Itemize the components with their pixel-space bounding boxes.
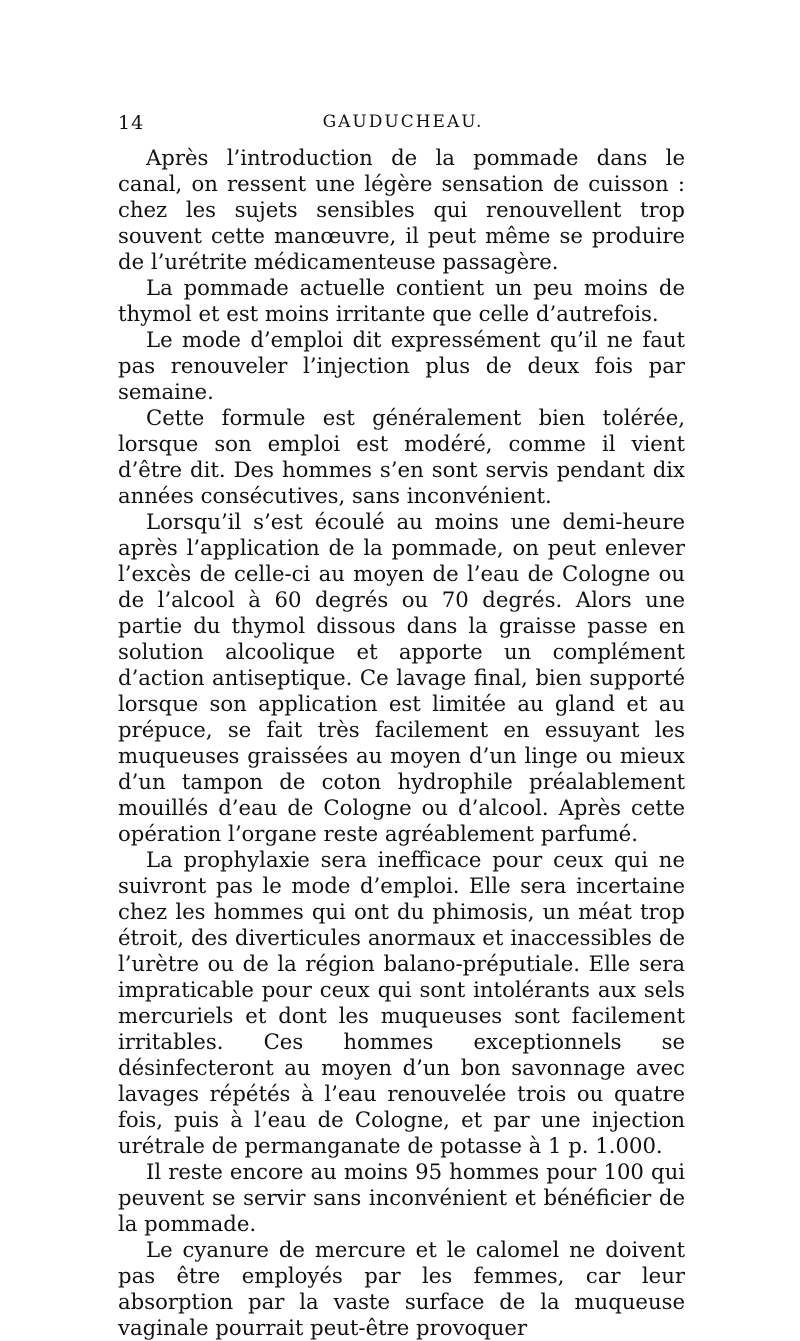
paragraph-pommade-sensation: Après l’introduction de la pommade dans le canal, on ressent une légère sensation de cuisson : chez les sujets sensibles qui renouvellent trop souvent cette manœuvre, il peut même se produire de l’urétrite médicamenteuse passagère. <box>118 145 685 274</box>
paragraph-usage-instructions: Le mode d’emploi dit expressément qu’il ne faut pas renouveler l’injection plus de deux fois par semaine. <box>118 327 685 404</box>
running-title: GAUDUCHEAU. <box>322 112 484 132</box>
paragraph-tolerance: Cette formule est généralement bien tolérée, lorsque son emploi est modéré, comme il vient d’être dit. Des hommes s’en sont servis pendant dix années consécutives, sans inconvénient. <box>118 405 685 508</box>
paragraph-cleaning-procedure: Lorsqu’il s’est écoulé au moins une demi-heure après l’application de la pommade, on peut enlever l’excès de celle-ci au moyen de l’eau de Cologne ou de l’alcool à 60 degrés ou 70 degrés. Alors une partie du thymol dissous dans la graisse passe en solution alcoolique et apporte un complément d’action antiseptique. Ce lavage final, bien supporté lorsque son application est limitée au gland et au prépuce, se fait très facilement en essuyant les muqueuses graissées au moyen d’un linge ou mieux d’un tampon de coton hydrophile préalablement mouillés d’eau de Cologne ou d’alcool. Après cette opération l’organe reste agréablement parfumé. <box>118 509 685 846</box>
body-text <box>118 145 685 1341</box>
page-number: 14 <box>118 112 145 134</box>
page-header <box>118 112 688 142</box>
paragraph-women-warning: Le cyanure de mercure et le calomel ne doivent pas être employés par les femmes, car leur absorption par la vaste surface de la muqueuse vaginale pourrait peut-être provoquer <box>118 1237 685 1340</box>
paragraph-prophylaxis-limitations: La prophylaxie sera inefficace pour ceux qui ne suivront pas le mode d’emploi. Elle sera incertaine chez les hommes qui ont du phimosis, un méat trop étroit, des diverticules anormaux et inaccessibles de l’urètre ou de la région balano-préputiale. Elle sera impraticable pour ceux qui sont intolérants aux sels mercuriels et dont les muqueuses sont facilement irritables. Ces hommes exceptionnels se désinfecteront au moyen d’un bon savonnage avec lavages répétés à l’eau renouvelée trois ou quatre fois, puis à l’eau de Cologne, et par une injection urétrale de permanganate de potasse à 1 p. 1.000. <box>118 847 685 1158</box>
paragraph-current-pommade: La pommade actuelle contient un peu moins de thymol et est moins irritante que celle d’autrefois. <box>118 275 685 326</box>
paragraph-remaining-users: Il reste encore au moins 95 hommes pour 100 qui peuvent se servir sans inconvénient et bénéficier de la pommade. <box>118 1159 685 1236</box>
